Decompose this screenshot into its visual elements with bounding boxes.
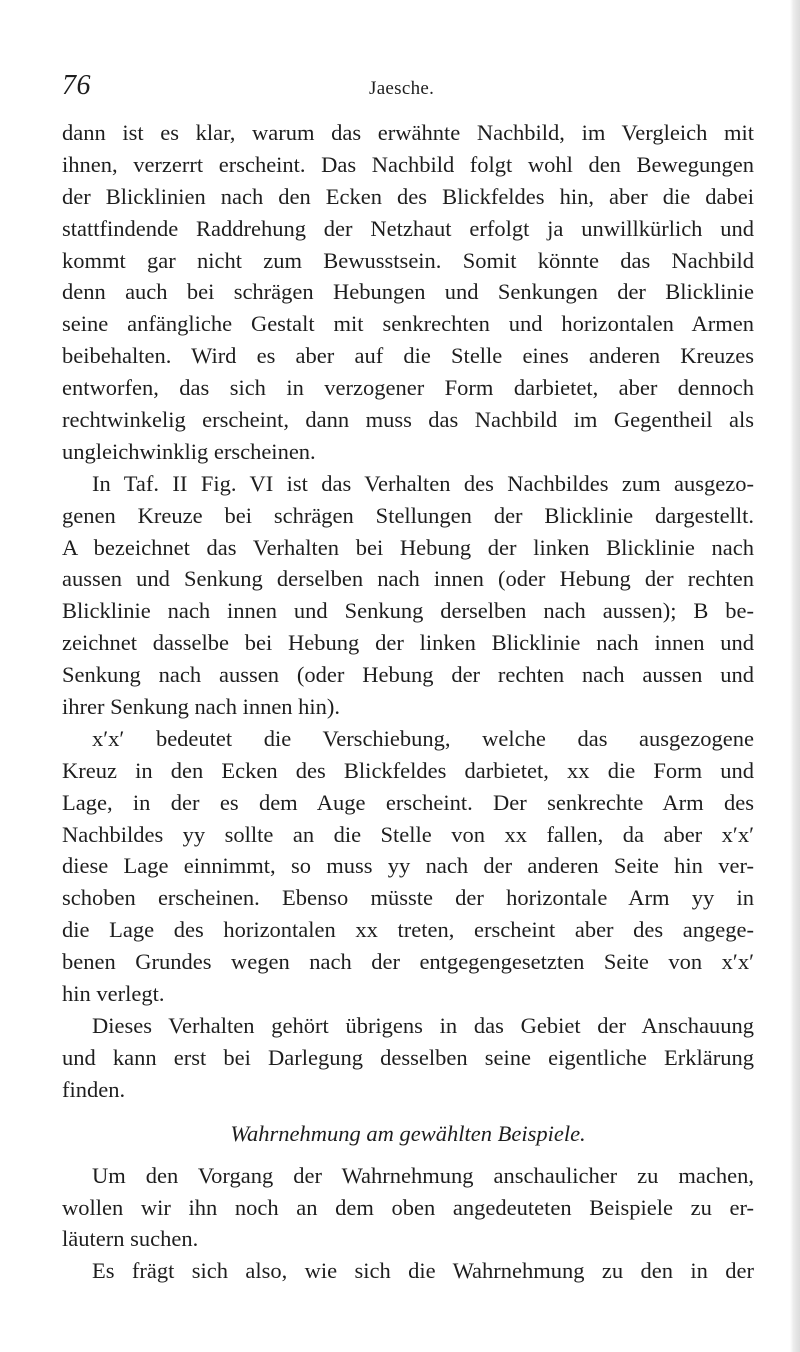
text-line: Um den Vorgang der Wahrnehmung anschaulicher zu machen, xyxy=(92,1162,754,1188)
text-line: stattfindende Raddrehung der Netzhaut erfolgt ja unwillkürlich und xyxy=(62,215,754,241)
text-line: beibehalten. Wird es aber auf die Stelle eines anderen Kreuzes xyxy=(62,343,754,369)
text-line: ungleichwinklig erscheinen. xyxy=(62,438,316,464)
text-line: Dieses Verhalten gehört übrigens in das Gebiet der Anschauung xyxy=(92,1012,754,1038)
text-line: Senkung nach aussen (oder Hebung der rechten nach aussen und xyxy=(62,662,754,688)
text-line: genen Kreuze bei schrägen Stellungen der Blicklinie dargestellt. xyxy=(62,502,754,528)
text-line: die Lage des horizontalen xx treten, erscheint aber des angege- xyxy=(62,917,754,943)
page-edge-shadow xyxy=(790,0,800,1352)
text-line: denn auch bei schrägen Hebungen und Senkungen der Blicklinie xyxy=(62,279,754,305)
page-number: 76 xyxy=(62,70,91,101)
text-line: ihrer Senkung nach innen hin). xyxy=(62,694,341,720)
text-line: entworfen, das sich in verzogener Form darbietet, aber dennoch xyxy=(62,375,754,401)
text-line: x′x′ bedeutet die Verschiebung, welche das ausgezogene xyxy=(92,725,754,751)
text-line: Kreuz in den Ecken des Blickfeldes darbietet, xx die Form und xyxy=(62,757,754,783)
text-line: Lage, in der es dem Auge erscheint. Der senkrechte Arm des xyxy=(62,789,754,815)
text-line: ihnen, verzerrt erscheint. Das Nachbild folgt wohl den Bewegungen xyxy=(62,151,754,177)
text-line: Es frägt sich also, wie sich die Wahrnehmung zu den in der xyxy=(92,1258,754,1284)
text-line: A bezeichnet das Verhalten bei Hebung der linken Blicklinie nach xyxy=(62,534,754,560)
text-line: diese Lage einnimmt, so muss yy nach der anderen Seite hin ver- xyxy=(62,853,754,879)
body-text xyxy=(62,117,754,1287)
text-line: hin verlegt. xyxy=(62,981,165,1007)
text-line: In Taf. II Fig. VI ist das Verhalten des Nachbildes zum ausgezo- xyxy=(92,470,754,496)
text-line: der Blicklinien nach den Ecken des Blickfeldes hin, aber die dabei xyxy=(62,183,754,209)
text-line: aussen und Senkung derselben nach innen (oder Hebung der rechten xyxy=(62,566,754,592)
text-line: benen Grundes wegen nach der entgegengesetzten Seite von x′x′ xyxy=(62,949,754,975)
text-line: läutern suchen. xyxy=(62,1226,199,1252)
text-line: Nachbildes yy sollte an die Stelle von xx fallen, da aber x′x′ xyxy=(62,821,754,847)
running-head: Jaesche. xyxy=(369,78,435,99)
page-header xyxy=(62,70,742,106)
text-line: zeichnet dasselbe bei Hebung der linken Blicklinie nach innen und xyxy=(62,630,754,656)
text-line: und kann erst bei Darlegung desselben seine eigentliche Erklärung xyxy=(62,1044,754,1070)
text-line: finden. xyxy=(62,1076,126,1102)
section-heading: Wahrnehmung am gewählten Beispiele. xyxy=(230,1120,586,1146)
text-line: dann ist es klar, warum das erwähnte Nachbild, im Vergleich mit xyxy=(62,120,754,145)
text-line: Blicklinie nach innen und Senkung derselben nach aussen); B be- xyxy=(62,598,754,624)
text-line: seine anfängliche Gestalt mit senkrechten und horizontalen Armen xyxy=(62,311,754,337)
text-line: kommt gar nicht zum Bewusstsein. Somit könnte das Nachbild xyxy=(62,247,754,273)
text-line: rechtwinkelig erscheint, dann muss das Nachbild im Gegentheil als xyxy=(62,407,754,433)
text-line: wollen wir ihn noch an dem oben angedeuteten Beispiele zu er- xyxy=(62,1194,754,1220)
text-line: schoben erscheinen. Ebenso müsste der horizontale Arm yy in xyxy=(62,885,754,911)
